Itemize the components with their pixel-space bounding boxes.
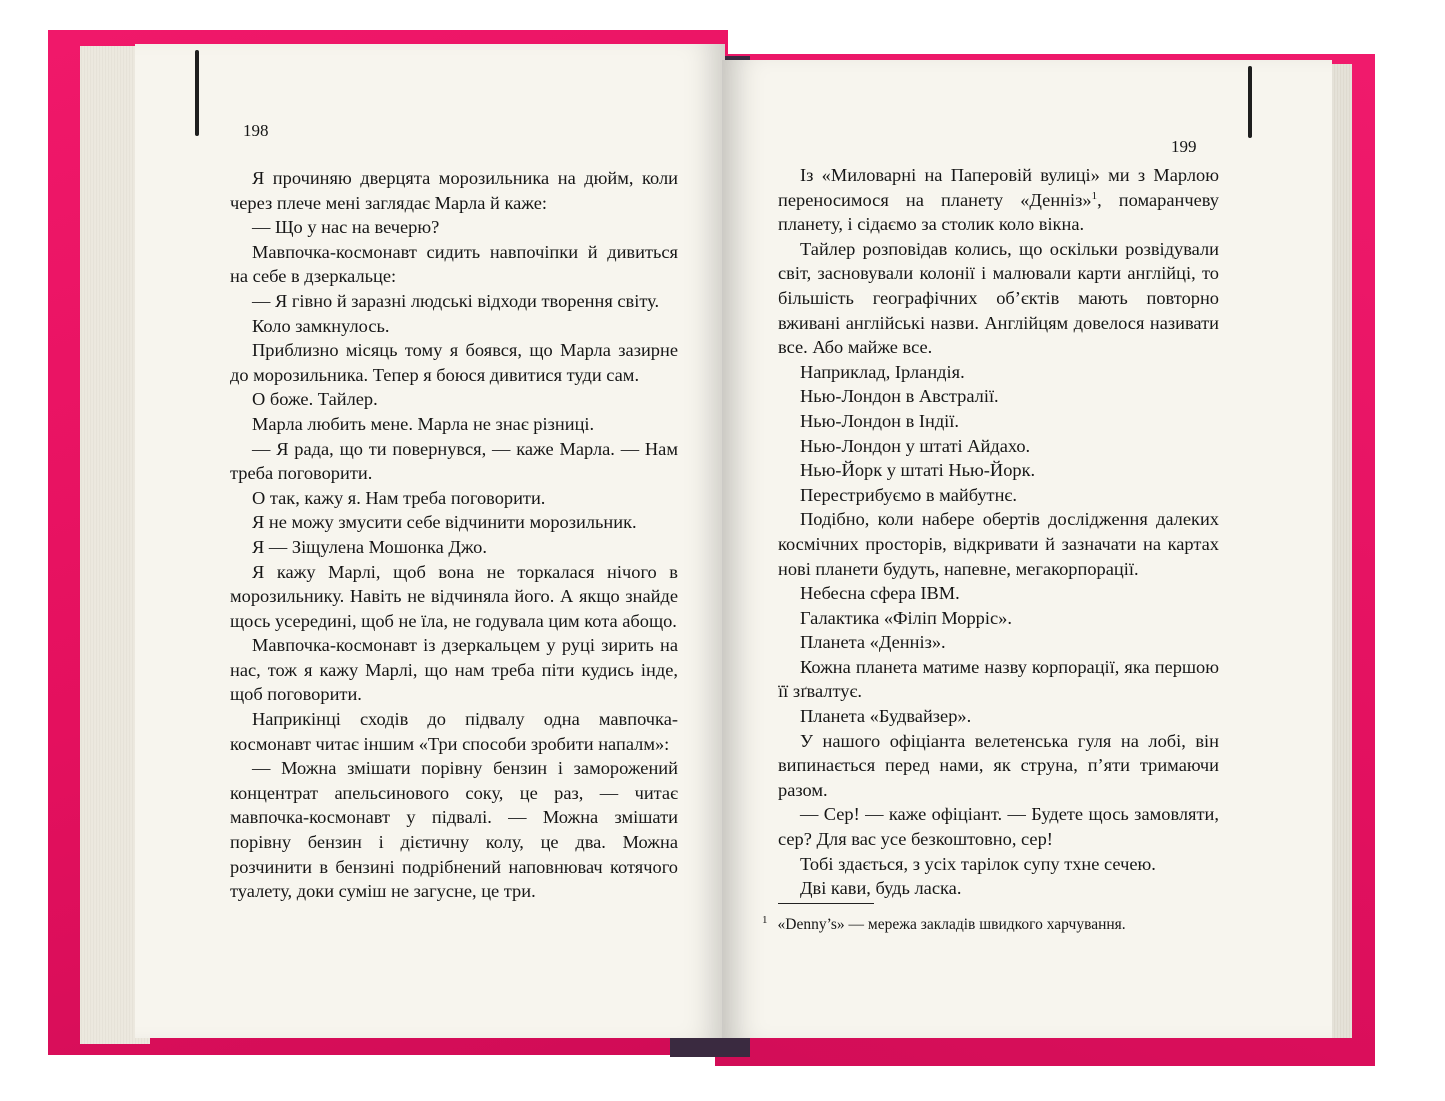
paragraph: О боже. Тайлер. — [252, 389, 378, 410]
paragraph: Тобі здається, з усіх тарілок супу тхне сечею. — [800, 853, 1156, 874]
paragraph: Галактика «Філіп Морріс». — [800, 607, 1012, 628]
page-number: 199 — [1171, 137, 1197, 156]
page-edges-right — [1330, 64, 1352, 1038]
paragraph: О так, кажу я. Нам треба поговорити. — [252, 487, 546, 508]
paragraph: У нашого офіціанта велетенська гуля на лобі, він випинається перед нами, як струна, п’яти тримаючи разом. — [778, 730, 1219, 800]
paragraph: Я кажу Марлі, щоб вона не торкалася нічого в морозильнику. Навіть не відчиняла його. А якщо знайде щось усередині, щоб не їла, не годувала цим кота абощо. — [230, 561, 678, 631]
paragraph: Нью-Лондон у штаті Айдахо. — [800, 435, 1031, 456]
paragraph — [778, 163, 1219, 237]
paragraph: Коло замкнулось. — [252, 315, 390, 336]
paragraph: Дві кави, будь ласка. — [800, 878, 962, 899]
left-page — [135, 44, 725, 1038]
footnote-reference: 1 — [1091, 189, 1098, 202]
left-page-text — [230, 166, 678, 904]
paragraph: Нью-Йорк у штаті Нью-Йорк. — [800, 460, 1036, 481]
paragraph: Я прочиняю дверцята морозильника на дюйм, коли через плече мені заглядає Марла й каже: — [230, 168, 678, 213]
paragraph: Кожна планета матиме назву корпорації, яка першою її зґвалтує. — [778, 656, 1219, 702]
page-number: 198 — [243, 121, 269, 140]
bookmark-ribbon — [195, 50, 199, 136]
bookmark-ribbon — [1248, 66, 1252, 138]
paragraph: Небесна сфера IBM. — [800, 583, 960, 604]
paragraph: Перестрибуємо в майбутнє. — [800, 484, 1017, 505]
right-page-text — [778, 163, 1219, 901]
right-page — [722, 60, 1332, 1038]
paragraph-text: , помаранчеву планету, і сідаємо за столик коло вікна. — [778, 189, 1219, 235]
paragraph: Я — Зіщулена Мошонка Джо. — [252, 536, 487, 557]
paragraph: Планета «Денніз». — [800, 632, 946, 653]
paragraph: Я не можу змусити себе відчинити морозильник. — [252, 512, 637, 533]
paragraph: — Я рада, що ти повернувся, — каже Марла. — Нам треба поговорити. — [230, 438, 678, 484]
paragraph: — Що у нас на вечерю? — [252, 217, 440, 238]
paragraph: Мавпочка-космонавт сидить навпочіпки й дивиться на себе в дзеркальце: — [230, 241, 678, 287]
paragraph: Наприкінці сходів до підвалу одна мавпочка-космонавт читає іншим «Три способи зробити напалм»: — [230, 709, 678, 754]
paragraph: — Я гівно й заразні людські відходи творення світу. — [252, 290, 660, 311]
footnote-text: «Denny’s» — мережа закладів швидкого харчування. — [777, 916, 1126, 934]
paragraph: Наприклад, Ірландія. — [800, 361, 965, 382]
footnote-mark: 1 — [762, 914, 768, 926]
paragraph: Мавпочка-космонавт із дзеркальцем у руці зирить на нас, тож я кажу Марлі, що нам треба піти кудись інде, щоб поговорити. — [230, 635, 678, 705]
paragraph: Нью-Лондон в Австралії. — [800, 386, 999, 407]
paragraph: Марла любить мене. Марла не знає різниці. — [252, 413, 595, 434]
spine-bottom — [670, 1035, 750, 1057]
paragraph: Приблизно місяць тому я боявся, що Марла зазирне до морозильника. Тепер я боюся дивитися туди сам. — [230, 340, 678, 385]
paragraph-text: Із «Миловарні на Паперовій вулиці» ми з Марлою переносимося на планету «Денніз» — [778, 165, 1219, 210]
paragraph: — Сер! — каже офіціант. — Будете щось замовляти, сер? Для вас усе безкоштовно, сер! — [778, 804, 1219, 850]
footnote — [762, 910, 1232, 935]
paragraph: Подібно, коли набере обертів дослідження далеких космічних просторів, відкривати й зазначати на картах нові планети будуть, напевне, мегакорпорації. — [778, 509, 1219, 579]
paragraph: Тайлер розповідав колись, що оскільки розвідували світ, засновували колонії і малювали карти англійці, то більшість географічних об’єктів мають повторно вживані англійські назви. Англійцям довелося називати все. Або майже все. — [778, 238, 1219, 358]
footnote-rule — [778, 903, 874, 904]
paragraph: Нью-Лондон в Індії. — [800, 410, 959, 431]
paragraph: — Можна змішати порівну бензин і заморожений концентрат апельсинового соку, це раз, — читає мавпочка-космонавт у підвалі. — Можна змішати порівну бензин і дієтичну колу, це два. Можна розчинити в бензині подрібнений наповнювач котячого туалету, доки суміш не загусне, це три. — [230, 758, 678, 902]
paragraph: Планета «Будвайзер». — [800, 706, 972, 727]
